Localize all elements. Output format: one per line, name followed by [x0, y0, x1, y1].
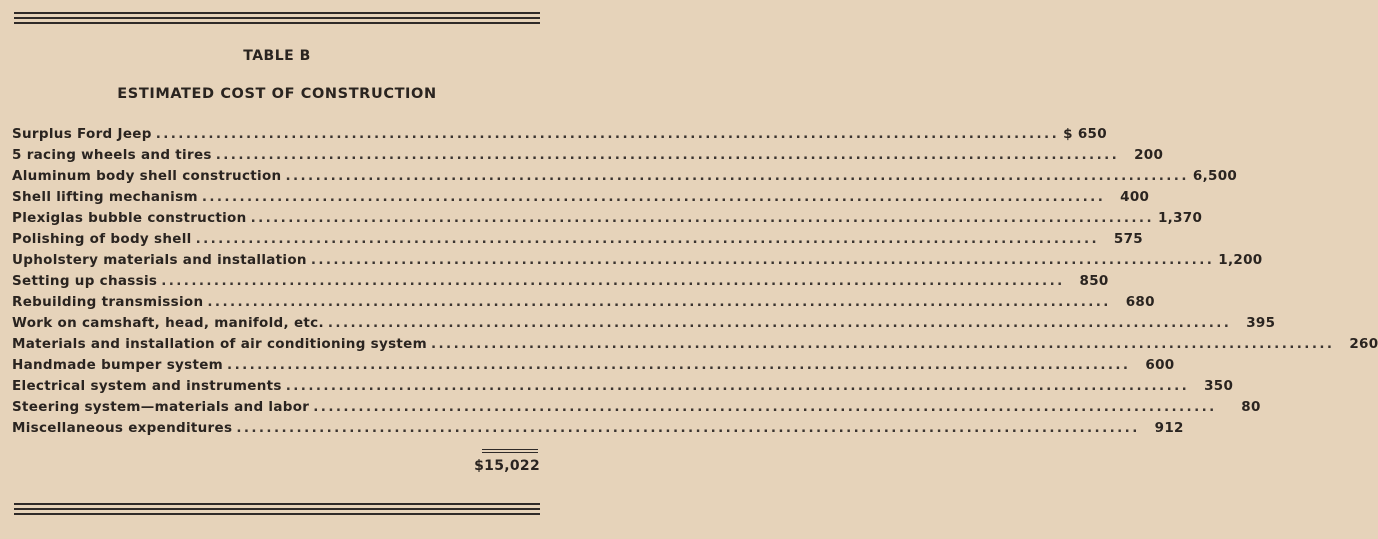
item-amount: 1,370 — [1157, 210, 1203, 226]
item-label: Surplus Ford Jeep — [12, 126, 152, 142]
dot-leader: ........................................................................................................................ — [161, 273, 1065, 289]
item-label: Upholstery materials and installation — [12, 252, 307, 268]
item-label: Rebuilding transmission — [12, 294, 204, 310]
list-item — [12, 166, 1238, 187]
table-subtitle: ESTIMATED COST OF CONSTRUCTION — [117, 86, 437, 102]
list-item — [12, 208, 1203, 229]
item-label: Plexiglas bubble construction — [12, 210, 247, 226]
dot-leader: ........................................................................................................................ — [195, 231, 1100, 247]
dot-leader: ........................................................................................................................ — [236, 420, 1140, 436]
item-amount: 350 — [1204, 378, 1234, 394]
item-amount: $ 650 — [1063, 126, 1107, 142]
item-label: Materials and installation of air conditioning system — [12, 336, 427, 352]
item-amount: 80 — [1241, 399, 1261, 415]
bottom-rule-1 — [14, 503, 540, 505]
item-amount: 200 — [1134, 147, 1164, 163]
item-amount: 680 — [1125, 294, 1155, 310]
item-amount: 912 — [1154, 420, 1184, 436]
item-label: 5 racing wheels and tires — [12, 147, 212, 163]
item-label: Steering system—materials and labor — [12, 399, 310, 415]
total-underline-2 — [482, 452, 538, 453]
list-item — [12, 145, 1164, 166]
dot-leader: ........................................................................................................................ — [310, 252, 1215, 268]
list-item — [12, 229, 1144, 250]
item-label: Electrical system and instruments — [12, 378, 282, 394]
item-label: Miscellaneous expenditures — [12, 420, 233, 436]
cost-list — [12, 124, 1378, 439]
item-label: Shell lifting mechanism — [12, 189, 198, 205]
item-amount: 260 — [1349, 336, 1378, 352]
total-underline-1 — [482, 449, 538, 450]
dot-leader: ........................................................................................................................ — [250, 210, 1154, 226]
list-item — [12, 124, 1107, 145]
item-label: Handmade bumper system — [12, 357, 224, 373]
dot-leader: ........................................................................................................................ — [215, 147, 1120, 163]
list-item — [12, 271, 1109, 292]
list-item — [12, 355, 1175, 376]
list-item — [12, 418, 1184, 439]
item-label: Work on camshaft, head, manifold, etc. — [12, 315, 324, 331]
item-amount: 400 — [1120, 189, 1150, 205]
list-item — [12, 250, 1263, 271]
dot-leader: ........................................................................................................................ — [285, 168, 1189, 184]
dot-leader: ........................................................................................................................ — [313, 399, 1217, 415]
list-item — [12, 334, 1378, 355]
item-label: Aluminum body shell construction — [12, 168, 282, 184]
dot-leader: ........................................................................................................................ — [327, 315, 1232, 331]
item-label: Setting up chassis — [12, 273, 158, 289]
list-item — [12, 187, 1150, 208]
item-amount: 575 — [1113, 231, 1144, 247]
list-item — [12, 313, 1276, 334]
item-label: Polishing of body shell — [12, 231, 192, 247]
table-title: TABLE B — [243, 48, 311, 64]
dot-leader: ........................................................................................................................ — [431, 336, 1335, 352]
bottom-rule-2 — [14, 508, 540, 510]
list-item — [12, 376, 1234, 397]
top-rule-1 — [14, 12, 540, 14]
item-amount: 6,500 — [1192, 168, 1238, 184]
dot-leader: ........................................................................................................................ — [201, 189, 1106, 205]
dot-leader: ........................................................................................................................ — [227, 357, 1131, 373]
total-amount: $15,022 — [474, 458, 540, 474]
dot-leader: ........................................................................................................................ — [155, 126, 1060, 142]
list-item — [12, 397, 1261, 418]
dot-leader: ........................................................................................................................ — [207, 294, 1111, 310]
item-amount: 850 — [1079, 273, 1109, 289]
top-rule-2 — [14, 17, 540, 19]
list-item — [12, 292, 1155, 313]
item-amount: 1,200 — [1218, 252, 1263, 268]
item-amount: 600 — [1145, 357, 1175, 373]
item-amount: 395 — [1246, 315, 1276, 331]
bottom-rule-3 — [14, 513, 540, 515]
dot-leader: ........................................................................................................................ — [285, 378, 1190, 394]
top-rule-3 — [14, 22, 540, 24]
